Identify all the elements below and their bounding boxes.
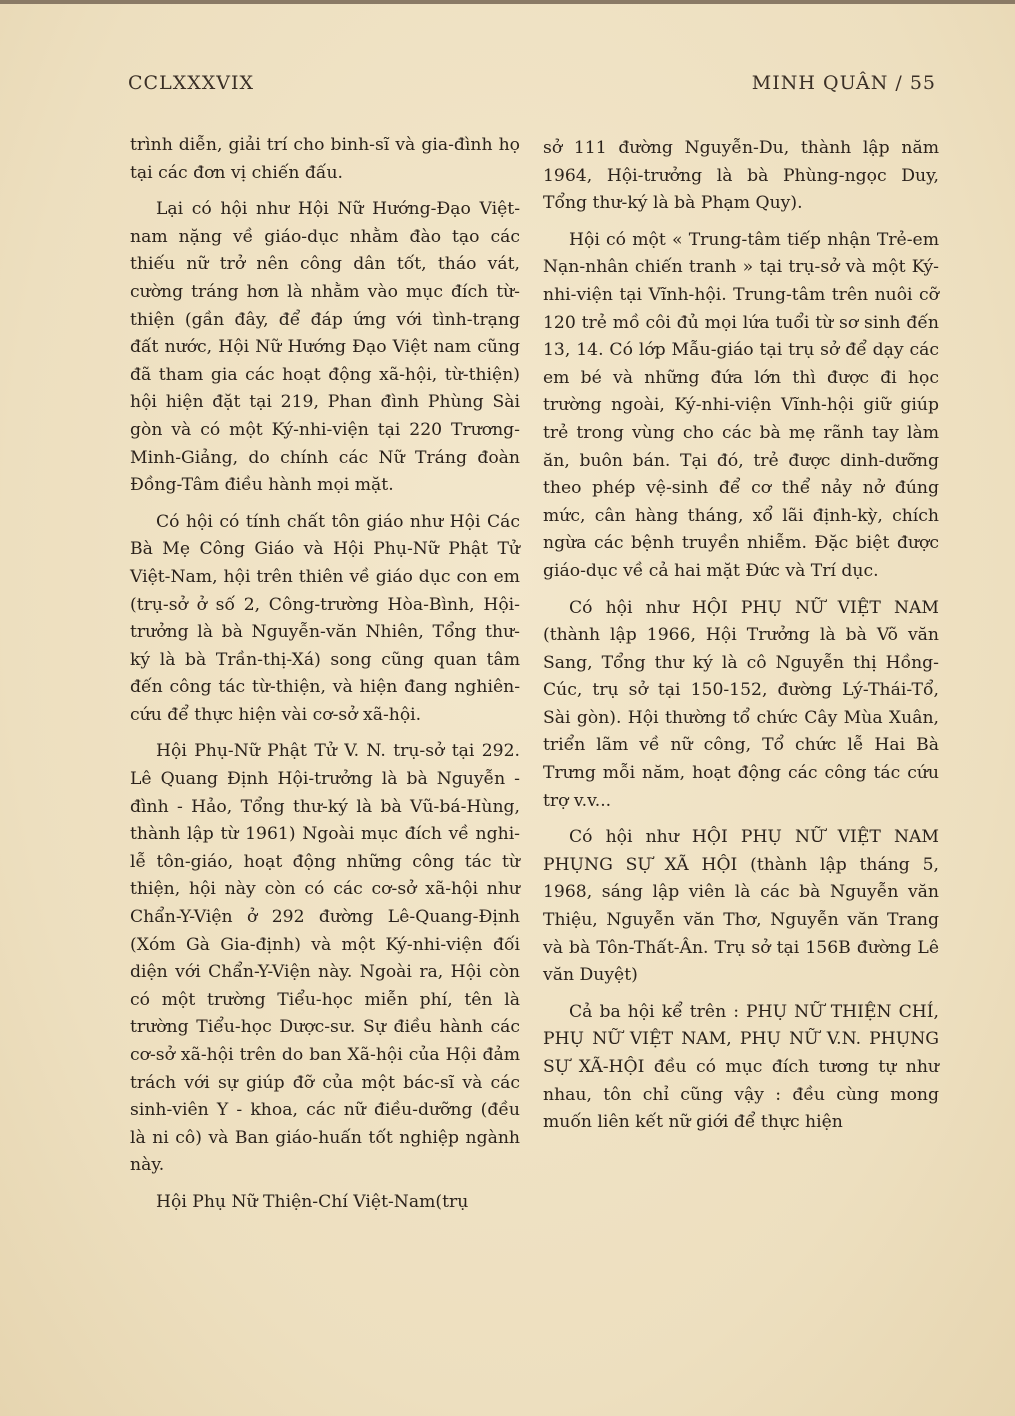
paragraph: Hội Phụ Nữ Thiện-Chí Việt-Nam(trụ <box>156 1191 469 1212</box>
running-head-left: CCLXXXVIX <box>128 72 255 94</box>
running-head-right: MINH QUÂN / 55 <box>751 72 936 94</box>
paragraph: Lại có hội như Hội Nữ Hướng-Đạo Việt-nam nặng về giáo-dục nhằm đào tạo các thiếu nữ trở nên công dân tốt, tháo vát, cường tráng hơn là nhằm vào mục đích từ-thiện (gần đây, để đáp ứng với tình-trạng đất nước, Hội Nữ Hướng Đạo Việt nam cũng đã tham gia các hoạt động xã-hội, từ-thiện) hội hiện đặt tại 219, Phan đình Phùng Sài gòn và có một Ký-nhi-viện tại 220 Trương-Minh-Giảng, do chính các Nữ Tráng đoàn Đồng-Tâm điều hành mọi mặt. <box>130 199 520 496</box>
right-text-column <box>543 135 939 1137</box>
paragraph: Có hội như HỘI PHỤ NỮ VIỆT NAM (thành lập 1966, Hội Trưởng là bà Võ văn Sang, Tổng thư ký là cô Nguyễn thị Hồng-Cúc, trụ sở tại 150-152, đường Lý-Thái-Tổ, Sài gòn). Hội thường tổ chức Cây Mùa Xuân, triển lãm về nữ công, Tổ chức lễ Hai Bà Trưng mỗi năm, hoạt động các công tác cứu trợ v.v... <box>543 597 939 811</box>
paragraph: Có hội như HỘI PHỤ NỮ VIỆT NAM PHỤNG SỰ XÃ HỘI (thành lập tháng 5, 1968, sáng lập viên là các bà Nguyễn văn Thiệu, Nguyễn văn Thơ, Nguyễn văn Trang và bà Tôn-Thất-Ân. Trụ sở tại 156B đường Lê văn Duyệt) <box>543 827 939 986</box>
left-text-column <box>130 132 520 1217</box>
paragraph: Hội Phụ-Nữ Phật Tử V. N. trụ-sở tại 292. Lê Quang Định Hội-trưởng là bà Nguyễn - đình - Hảo, Tổng thư-ký là bà Vũ-bá-Hùng, thành lập từ 1961) Ngoài mục đích về nghi-lễ tôn-giáo, hoạt động những công tác từ thiện, hội này còn có các cơ-sở xã-hội như Chẩn-Y-Viện ở 292 đường Lê-Quang-Định (Xóm Gà Gia-định) và một Ký-nhi-viện đối diện với Chẩn-Y-Viện này. Ngoài ra, Hội còn có một trường Tiểu-học miễn phí, tên là trường Tiểu-học Dược-sư. Sự điều hành các cơ-sở xã-hội trên do ban Xã-hội của Hội đảm trách với sự giúp đỡ của một bác-sĩ và các sinh-viên Y - khoa, các nữ điều-dưỡng (đều là ni cô) và Ban giáo-huấn tốt nghiệp ngành này. <box>130 741 520 1176</box>
paragraph: Có hội có tính chất tôn giáo như Hội Các Bà Mẹ Công Giáo và Hội Phụ-Nữ Phật Tử Việt-Nam, hội trên thiên về giáo dục con em (trụ-sở ở số 2, Công-trường Hòa-Bình, Hội-trưởng là bà Nguyễn-văn Nhiên, Tổng thư-ký là bà Trần-thị-Xá) song cũng quan tâm đến công tác từ-thiện, và hiện đang nghiên-cứu để thực hiện vài cơ-sở xã-hội. <box>130 511 520 725</box>
paragraph: Cả ba hội kể trên : PHỤ NỮ THIỆN CHÍ, PHỤ NỮ VIỆT NAM, PHỤ NỮ V.N. PHỤNG SỰ XÃ-HỘI đều có mục đích tương tự như nhau, tôn chỉ cũng vậy : đều cùng mong muốn liên kết nữ giới để thực hiện <box>543 1001 939 1133</box>
paragraph: sở 111 đường Nguyễn-Du, thành lập năm 1964, Hội-trưởng là bà Phùng-ngọc Duy, Tổng thư-ký là bà Phạm Quy). <box>543 138 939 214</box>
page-header <box>128 72 936 102</box>
top-edge-rule <box>0 0 1015 4</box>
paragraph: Hội có một « Trung-tâm tiếp nhận Trẻ-em Nạn-nhân chiến tranh » tại trụ-sở và một Ký-nhi-viện tại Vĩnh-hội. Trung-tâm trên nuôi cỡ 120 trẻ mồ côi đủ mọi lứa tuổi từ sơ sinh đến 13, 14. Có lớp Mẫu-giáo tại trụ sở để dạy các em bé và những đứa lớn thì được đi học trường ngoài, Ký-nhi-viện Vĩnh-hội giữ giúp trẻ trong vùng cho các bà mẹ rãnh tay làm ăn, buôn bán. Tại đó, trẻ được dinh-dưỡng theo phép vệ-sinh để cơ thể nảy nở đúng mức, cân hàng tháng, xổ lãi định-kỳ, chích ngừa các bệnh truyền nhiễm. Đặc biệt được giáo-dục về cả hai mặt Đức và Trí dục. <box>543 229 939 581</box>
paragraph: trình diễn, giải trí cho binh-sĩ và gia-đình họ tại các đơn vị chiến đấu. <box>130 135 520 183</box>
